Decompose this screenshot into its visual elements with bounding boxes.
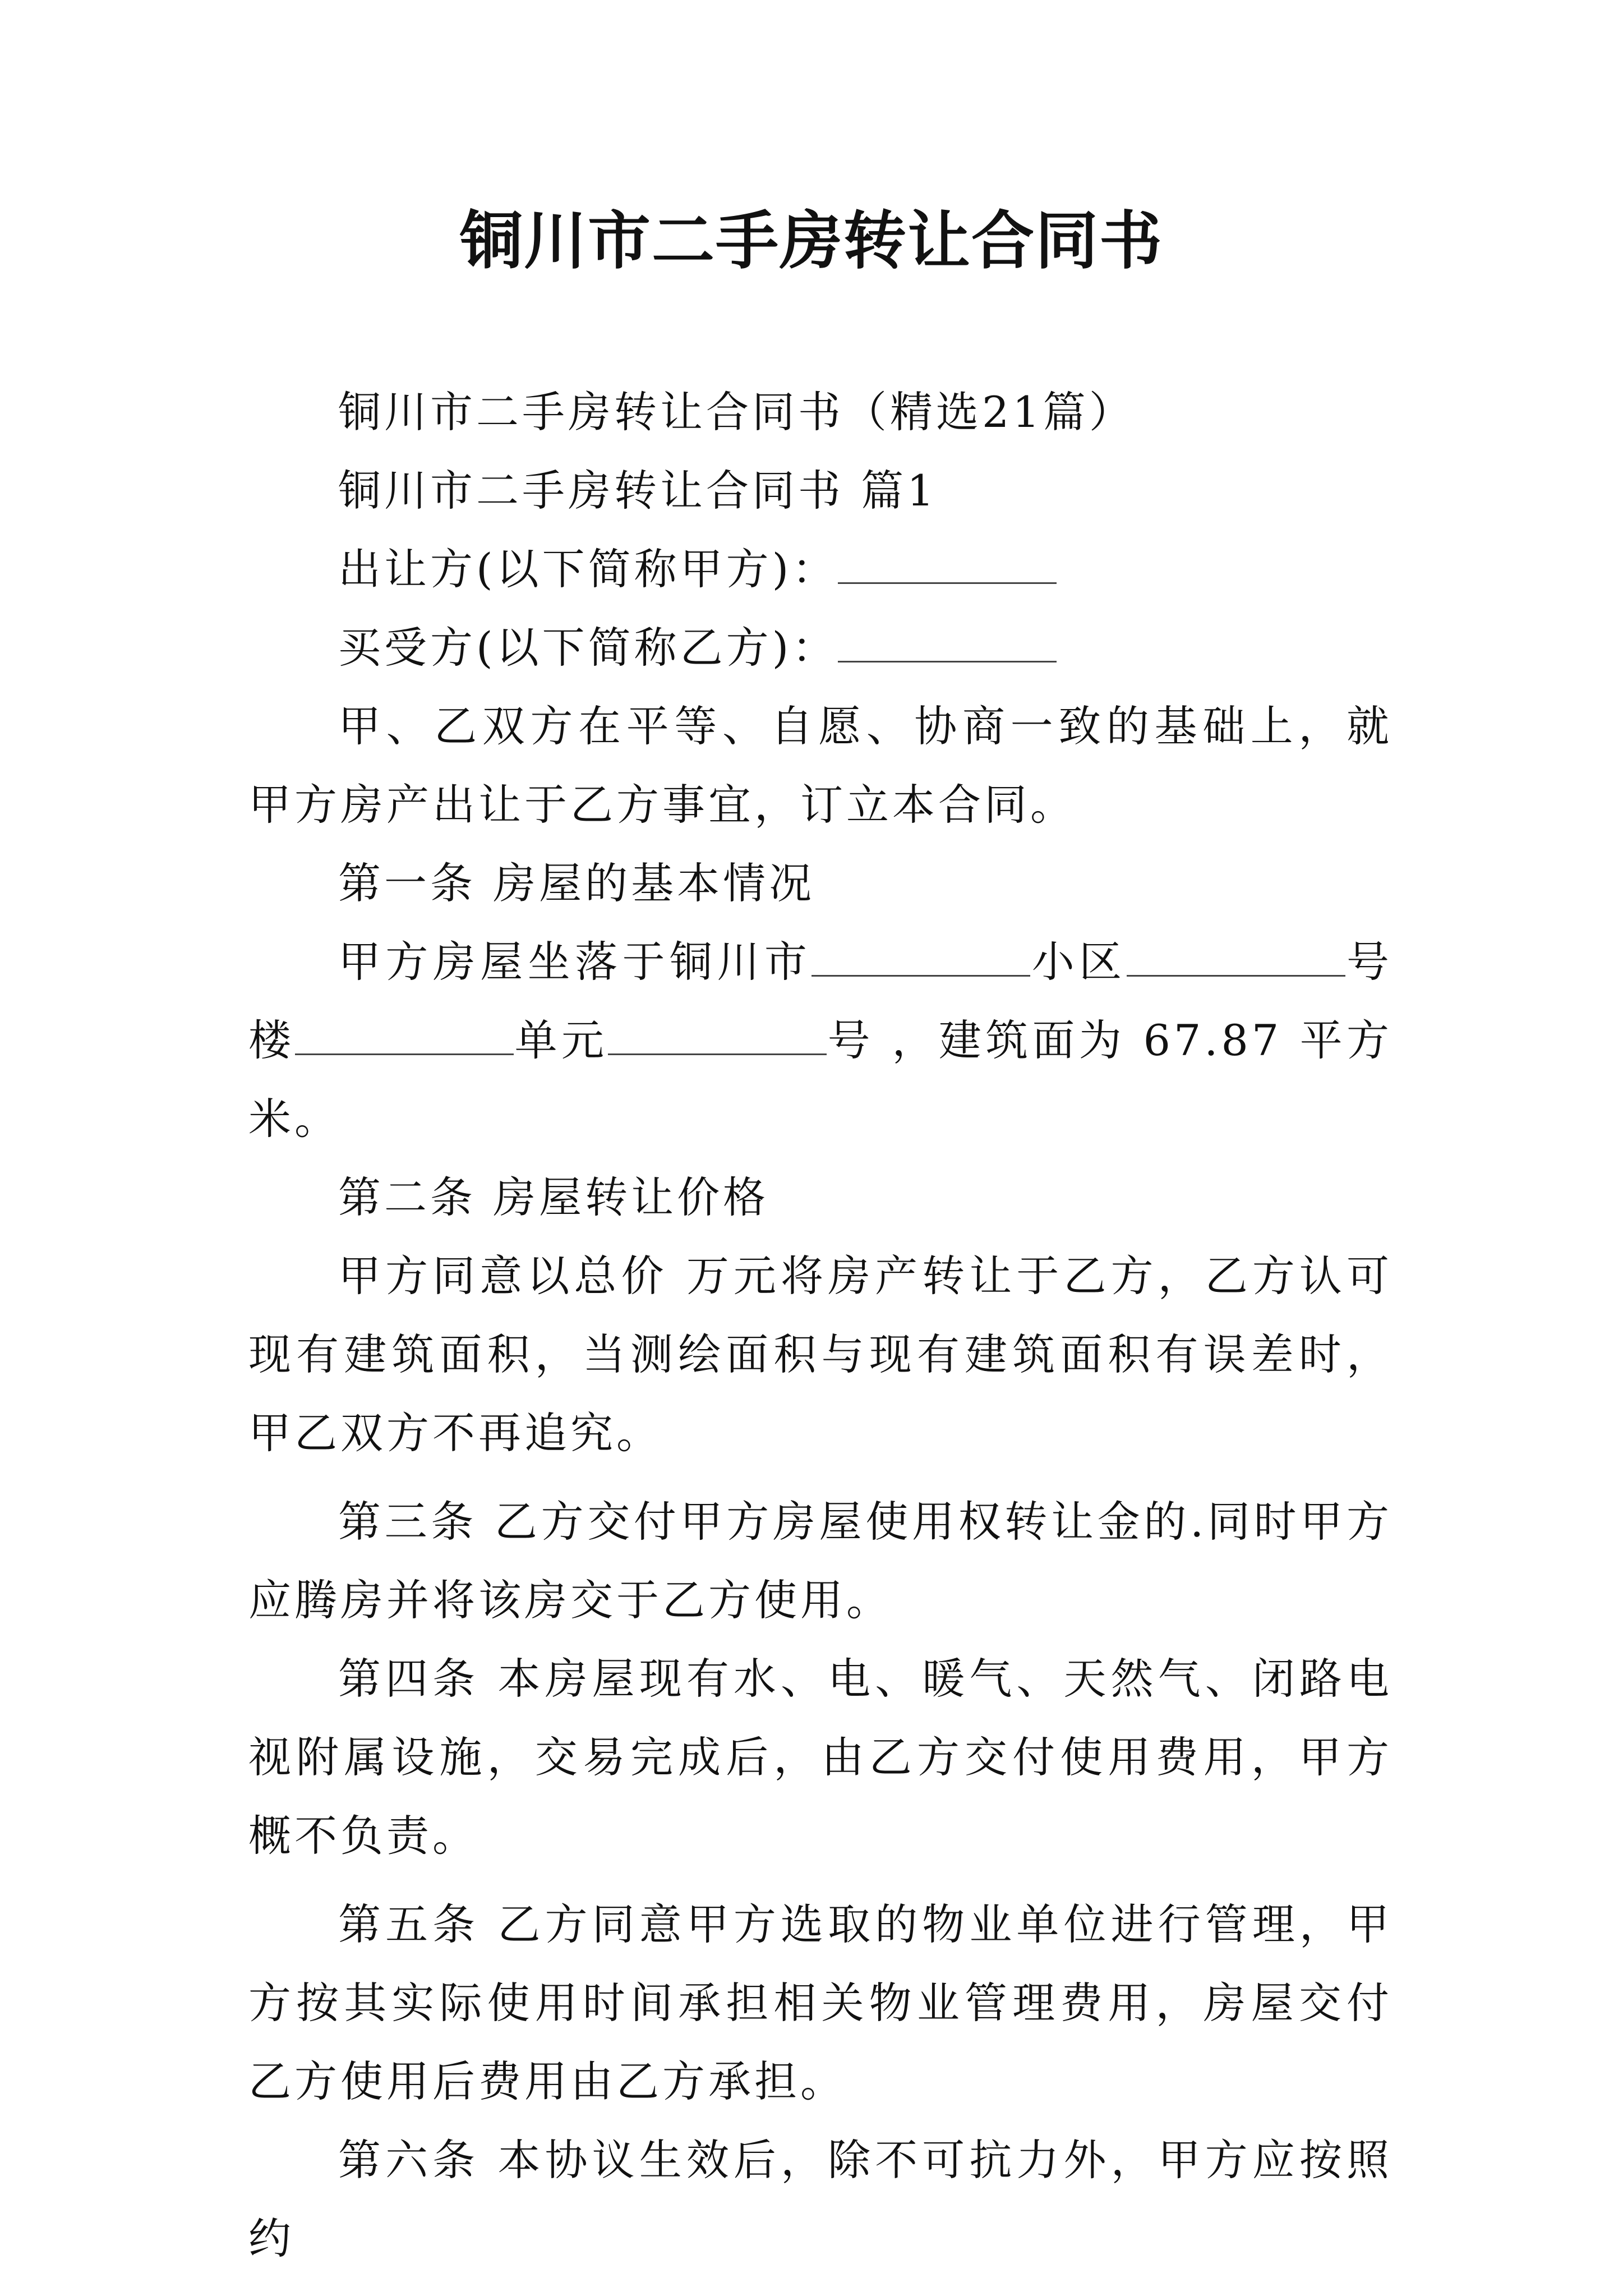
unit-blank [608, 1014, 827, 1055]
article5-paragraph: 第五条 乙方同意甲方选取的物业单位进行管理，甲方按其实际使用时间承担相关物业管理费用，房屋交付乙方使用后费用由乙方承担。 [248, 1899, 1393, 2106]
building-label: 号楼 [248, 937, 1393, 1065]
document-title: 铜川市二手房转让合同书 [460, 205, 1163, 278]
community-blank [1127, 936, 1345, 977]
buyer-name-blank [838, 622, 1057, 662]
buyer-label: 买受方(以下简称乙方)： [338, 623, 838, 673]
article4-paragraph: 第四条 本房屋现有水、电、暖气、天然气、闭路电视附属设施，交易完成后，由乙方交付使用费用，甲方概不负责。 [248, 1654, 1393, 1861]
article1-paragraph [248, 923, 1393, 1158]
city-blank [811, 936, 1030, 977]
building-blank [295, 1014, 514, 1055]
area-text: 号 ，建筑面为 67.87 平方米。 [248, 1015, 1393, 1144]
article3-paragraph: 第三条 乙方交付甲方房屋使用权转让金的.同时甲方应腾房并将该房交于乙方使用。 [248, 1497, 1393, 1625]
seller-line [248, 530, 1393, 609]
subtitle: 铜川市二手房转让合同书（精选21篇） [338, 387, 1135, 437]
seller-label: 出让方(以下简称甲方)： [338, 544, 838, 594]
article2-heading: 第二条 房屋转让价格 [338, 1172, 769, 1222]
intro-paragraph: 甲、乙双方在平等、自愿、协商一致的基础上，就甲方房产出让于乙方事宜，订立本合同。 [248, 701, 1393, 830]
section-heading: 铜川市二手房转让合同书 篇1 [338, 466, 938, 516]
seller-name-blank [838, 543, 1057, 584]
article2-paragraph: 甲方同意以总价 万元将房产转让于乙方，乙方认可现有建筑面积，当测绘面积与现有建筑面积有误差时，甲乙双方不再追究。 [248, 1251, 1393, 1458]
community-label: 小区 [1030, 937, 1127, 987]
buyer-line [248, 609, 1393, 687]
article6-paragraph: 第六条 本协议生效后，除不可抗力外，甲方应按照约 [248, 2135, 1393, 2263]
document-body [248, 373, 1393, 2278]
article1-heading: 第一条 房屋的基本情况 [338, 858, 815, 908]
unit-label: 单元 [514, 1015, 608, 1065]
article1-location-label: 甲方房屋坐落于铜川市 [338, 937, 812, 987]
